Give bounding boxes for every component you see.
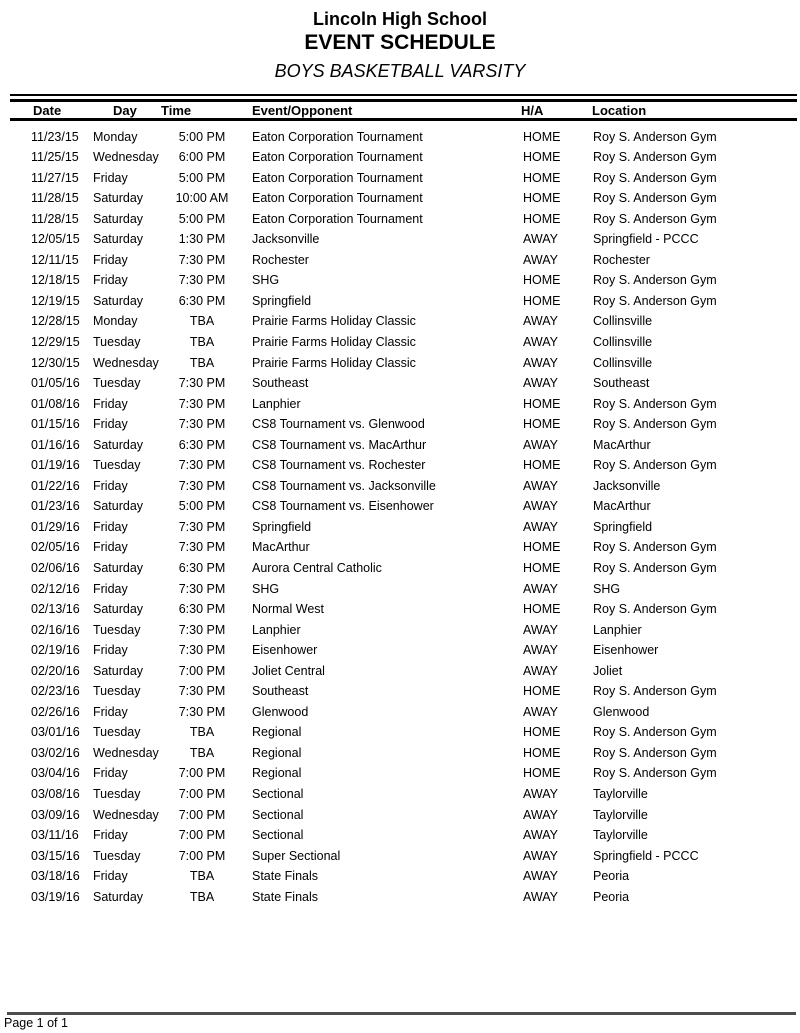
cell-location: Collinsville bbox=[593, 334, 653, 349]
column-header-location: Location bbox=[592, 103, 647, 118]
cell-day: Tuesday bbox=[93, 684, 141, 699]
cell-time: 7:30 PM bbox=[178, 581, 226, 596]
cell-time: 6:00 PM bbox=[178, 150, 226, 165]
cell-day: Wednesday bbox=[93, 355, 159, 370]
cell-date: 12/28/15 bbox=[31, 314, 80, 329]
table-row bbox=[0, 517, 800, 538]
cell-location: Jacksonville bbox=[593, 478, 661, 493]
cell-event: Lanphier bbox=[252, 622, 301, 637]
cell-day: Tuesday bbox=[93, 725, 141, 740]
cell-time: 6:30 PM bbox=[178, 602, 226, 617]
cell-location: Roy S. Anderson Gym bbox=[593, 766, 717, 781]
cell-location: Southeast bbox=[593, 376, 650, 391]
cell-date: 03/01/16 bbox=[31, 725, 80, 740]
cell-time: TBA bbox=[189, 725, 215, 740]
cell-time: 7:30 PM bbox=[178, 684, 226, 699]
cell-location: MacArthur bbox=[593, 499, 651, 514]
cell-time: 7:30 PM bbox=[178, 417, 226, 432]
cell-date: 03/08/16 bbox=[31, 787, 80, 801]
cell-location: Taylorville bbox=[593, 787, 648, 801]
cell-event: CS8 Tournament vs. Jacksonville bbox=[252, 478, 436, 493]
cell-location: Roy S. Anderson Gym bbox=[593, 560, 717, 575]
table-row bbox=[0, 394, 800, 415]
cell-time: 7:00 PM bbox=[178, 663, 226, 678]
table-row bbox=[0, 784, 800, 805]
cell-day: Tuesday bbox=[93, 458, 141, 473]
table-row bbox=[0, 702, 800, 723]
cell-time: 1:30 PM bbox=[178, 232, 226, 247]
header-rule-thin bbox=[10, 94, 797, 96]
cell-day: Friday bbox=[93, 766, 128, 781]
cell-date: 12/30/15 bbox=[31, 355, 80, 370]
cell-date: 11/28/15 bbox=[31, 191, 79, 206]
table-row bbox=[0, 414, 800, 435]
cell-date: 02/06/16 bbox=[31, 560, 80, 575]
cell-event: Sectional bbox=[252, 787, 304, 801]
header-rule-thick-top bbox=[10, 99, 797, 102]
cell-time: 7:30 PM bbox=[178, 704, 226, 719]
table-row bbox=[0, 599, 800, 620]
cell-time: TBA bbox=[189, 869, 215, 884]
cell-ha: AWAY bbox=[523, 581, 558, 596]
cell-location: Roy S. Anderson Gym bbox=[593, 191, 717, 206]
cell-time: 5:00 PM bbox=[178, 211, 226, 226]
cell-day: Saturday bbox=[93, 211, 144, 226]
cell-event: Joliet Central bbox=[252, 663, 325, 678]
cell-location: Springfield - PCCC bbox=[593, 848, 699, 863]
cell-ha: AWAY bbox=[523, 314, 558, 329]
cell-time: 7:30 PM bbox=[178, 458, 226, 473]
cell-day: Friday bbox=[93, 519, 128, 534]
cell-day: Friday bbox=[93, 170, 128, 185]
cell-day: Saturday bbox=[93, 191, 144, 206]
cell-date: 01/29/16 bbox=[31, 519, 80, 534]
cell-ha: AWAY bbox=[523, 334, 558, 349]
cell-time: 7:00 PM bbox=[178, 807, 226, 822]
cell-event: Sectional bbox=[252, 807, 304, 822]
table-row bbox=[0, 681, 800, 702]
table-row bbox=[0, 722, 800, 743]
cell-time: 7:00 PM bbox=[178, 766, 226, 781]
cell-location: Roy S. Anderson Gym bbox=[593, 150, 717, 165]
cell-date: 11/25/15 bbox=[31, 150, 79, 165]
cell-ha: HOME bbox=[523, 293, 561, 308]
column-header-event: Event/Opponent bbox=[252, 103, 353, 118]
cell-location: Eisenhower bbox=[593, 643, 659, 658]
cell-event: SHG bbox=[252, 581, 280, 596]
cell-date: 01/05/16 bbox=[31, 376, 80, 391]
table-row bbox=[0, 435, 800, 456]
cell-time: 7:30 PM bbox=[178, 540, 226, 555]
cell-event: Southeast bbox=[252, 376, 309, 391]
cell-time: TBA bbox=[189, 745, 215, 760]
table-row bbox=[0, 332, 800, 353]
table-row bbox=[0, 250, 800, 271]
cell-location: Roy S. Anderson Gym bbox=[593, 602, 717, 617]
column-header-ha: H/A bbox=[521, 103, 544, 118]
cell-time: 6:30 PM bbox=[178, 293, 226, 308]
cell-date: 02/16/16 bbox=[31, 622, 80, 637]
cell-location: Roy S. Anderson Gym bbox=[593, 273, 717, 288]
cell-day: Friday bbox=[93, 704, 128, 719]
cell-day: Saturday bbox=[93, 499, 144, 514]
cell-location: Roy S. Anderson Gym bbox=[593, 170, 717, 185]
cell-day: Friday bbox=[93, 581, 128, 596]
page-number-label: Page 1 of 1 bbox=[4, 1016, 68, 1030]
cell-location: Roy S. Anderson Gym bbox=[593, 458, 717, 473]
cell-day: Wednesday bbox=[93, 807, 159, 822]
table-row bbox=[0, 537, 800, 558]
cell-time: 7:30 PM bbox=[178, 643, 226, 658]
table-row bbox=[0, 353, 800, 374]
cell-day: Friday bbox=[93, 540, 128, 555]
cell-ha: HOME bbox=[523, 745, 561, 760]
cell-date: 01/19/16 bbox=[31, 458, 80, 473]
cell-time: 7:00 PM bbox=[178, 848, 226, 863]
cell-ha: HOME bbox=[523, 684, 561, 699]
cell-location: Peoria bbox=[593, 869, 630, 884]
cell-ha: AWAY bbox=[523, 787, 558, 801]
cell-day: Friday bbox=[93, 273, 128, 288]
cell-date: 12/05/15 bbox=[31, 232, 80, 247]
cell-location: Joliet bbox=[593, 663, 623, 678]
table-row bbox=[0, 373, 800, 394]
cell-date: 02/13/16 bbox=[31, 602, 80, 617]
cell-event: Lanphier bbox=[252, 396, 301, 411]
cell-time: TBA bbox=[189, 314, 215, 329]
table-row bbox=[0, 763, 800, 784]
cell-location: Roy S. Anderson Gym bbox=[593, 417, 717, 432]
cell-event: Southeast bbox=[252, 684, 309, 699]
cell-ha: HOME bbox=[523, 417, 561, 432]
cell-location: Roy S. Anderson Gym bbox=[593, 684, 717, 699]
cell-day: Saturday bbox=[93, 560, 144, 575]
cell-event: Eaton Corporation Tournament bbox=[252, 170, 423, 185]
cell-location: Springfield - PCCC bbox=[593, 232, 699, 247]
cell-ha: HOME bbox=[523, 211, 561, 226]
column-header-time: Time bbox=[161, 103, 192, 118]
cell-date: 02/19/16 bbox=[31, 643, 80, 658]
cell-day: Saturday bbox=[93, 232, 144, 247]
cell-date: 03/02/16 bbox=[31, 745, 80, 760]
cell-ha: HOME bbox=[523, 458, 561, 473]
cell-date: 03/15/16 bbox=[31, 848, 80, 863]
cell-date: 03/04/16 bbox=[31, 766, 80, 781]
cell-event: State Finals bbox=[252, 889, 319, 904]
cell-day: Wednesday bbox=[93, 745, 159, 760]
cell-day: Friday bbox=[93, 643, 128, 658]
cell-time: 7:00 PM bbox=[178, 828, 226, 843]
cell-location: SHG bbox=[593, 581, 621, 596]
cell-date: 12/11/15 bbox=[31, 252, 79, 267]
cell-ha: AWAY bbox=[523, 232, 558, 247]
cell-ha: HOME bbox=[523, 725, 561, 740]
cell-location: Peoria bbox=[593, 889, 630, 904]
cell-date: 02/12/16 bbox=[31, 581, 80, 596]
cell-day: Tuesday bbox=[93, 376, 141, 391]
cell-day: Saturday bbox=[93, 602, 144, 617]
cell-date: 11/23/15 bbox=[31, 129, 79, 144]
cell-time: TBA bbox=[189, 334, 215, 349]
cell-event: Regional bbox=[252, 766, 302, 781]
cell-date: 02/20/16 bbox=[31, 663, 80, 678]
cell-time: 7:30 PM bbox=[178, 252, 226, 267]
cell-day: Friday bbox=[93, 252, 128, 267]
cell-ha: HOME bbox=[523, 396, 561, 411]
cell-event: Eisenhower bbox=[252, 643, 318, 658]
cell-event: Springfield bbox=[252, 519, 312, 534]
cell-time: 6:30 PM bbox=[178, 437, 226, 452]
table-row bbox=[0, 825, 800, 846]
cell-location: MacArthur bbox=[593, 437, 651, 452]
cell-time: 7:30 PM bbox=[178, 273, 226, 288]
cell-event: Regional bbox=[252, 745, 302, 760]
cell-day: Tuesday bbox=[93, 848, 141, 863]
cell-event: Glenwood bbox=[252, 704, 309, 719]
cell-ha: AWAY bbox=[523, 376, 558, 391]
table-row bbox=[0, 147, 800, 168]
cell-event: CS8 Tournament vs. Eisenhower bbox=[252, 499, 434, 514]
table-row bbox=[0, 805, 800, 826]
cell-time: 5:00 PM bbox=[178, 499, 226, 514]
cell-event: CS8 Tournament vs. Rochester bbox=[252, 458, 426, 473]
table-column-headers bbox=[0, 103, 800, 119]
cell-event: Jacksonville bbox=[252, 232, 320, 247]
cell-event: State Finals bbox=[252, 869, 319, 884]
cell-event: Aurora Central Catholic bbox=[252, 560, 382, 575]
cell-date: 03/18/16 bbox=[31, 869, 80, 884]
cell-ha: AWAY bbox=[523, 848, 558, 863]
cell-time: 7:30 PM bbox=[178, 478, 226, 493]
cell-event: Super Sectional bbox=[252, 848, 341, 863]
cell-day: Friday bbox=[93, 478, 128, 493]
cell-time: 10:00 AM bbox=[175, 191, 229, 206]
table-row bbox=[0, 168, 800, 189]
cell-date: 03/09/16 bbox=[31, 807, 80, 822]
cell-date: 11/27/15 bbox=[31, 170, 79, 185]
cell-location: Glenwood bbox=[593, 704, 650, 719]
column-header-date: Date bbox=[33, 103, 62, 118]
footer-rule bbox=[7, 1012, 796, 1015]
cell-day: Tuesday bbox=[93, 334, 141, 349]
cell-ha: HOME bbox=[523, 766, 561, 781]
cell-day: Friday bbox=[93, 396, 128, 411]
cell-day: Tuesday bbox=[93, 622, 141, 637]
cell-ha: AWAY bbox=[523, 663, 558, 678]
table-row bbox=[0, 311, 800, 332]
cell-time: 6:30 PM bbox=[178, 560, 226, 575]
cell-location: Roy S. Anderson Gym bbox=[593, 745, 717, 760]
table-row bbox=[0, 209, 800, 230]
school-name-title: Lincoln High School bbox=[313, 9, 487, 29]
cell-date: 03/19/16 bbox=[31, 889, 80, 904]
cell-location: Springfield bbox=[593, 519, 653, 534]
cell-ha: AWAY bbox=[523, 622, 558, 637]
cell-date: 01/16/16 bbox=[31, 437, 80, 452]
table-row bbox=[0, 887, 800, 908]
cell-event: Eaton Corporation Tournament bbox=[252, 150, 423, 165]
cell-time: 7:00 PM bbox=[178, 787, 226, 801]
cell-time: TBA bbox=[189, 355, 215, 370]
cell-location: Roy S. Anderson Gym bbox=[593, 725, 717, 740]
cell-time: 5:00 PM bbox=[178, 170, 226, 185]
cell-ha: AWAY bbox=[523, 478, 558, 493]
cell-ha: AWAY bbox=[523, 889, 558, 904]
cell-ha: HOME bbox=[523, 273, 561, 288]
column-header-day: Day bbox=[113, 103, 137, 118]
cell-date: 01/23/16 bbox=[31, 499, 80, 514]
cell-location: Roy S. Anderson Gym bbox=[593, 211, 717, 226]
cell-location: Collinsville bbox=[593, 355, 653, 370]
table-row bbox=[0, 291, 800, 312]
cell-ha: AWAY bbox=[523, 437, 558, 452]
cell-ha: AWAY bbox=[523, 828, 558, 843]
cell-day: Monday bbox=[93, 314, 138, 329]
document-title: EVENT SCHEDULE bbox=[304, 31, 496, 54]
table-row bbox=[0, 229, 800, 250]
table-row bbox=[0, 743, 800, 764]
cell-event: Rochester bbox=[252, 252, 309, 267]
cell-event: Eaton Corporation Tournament bbox=[252, 129, 423, 144]
cell-event: Regional bbox=[252, 725, 302, 740]
table-row bbox=[0, 270, 800, 291]
cell-date: 01/22/16 bbox=[31, 478, 80, 493]
cell-event: Prairie Farms Holiday Classic bbox=[252, 334, 416, 349]
cell-location: Taylorville bbox=[593, 828, 648, 843]
cell-time: 7:30 PM bbox=[178, 396, 226, 411]
table-row bbox=[0, 661, 800, 682]
cell-day: Monday bbox=[93, 129, 138, 144]
cell-event: CS8 Tournament vs. Glenwood bbox=[252, 417, 425, 432]
cell-location: Roy S. Anderson Gym bbox=[593, 540, 717, 555]
table-row bbox=[0, 127, 800, 148]
cell-event: Eaton Corporation Tournament bbox=[252, 211, 423, 226]
cell-ha: AWAY bbox=[523, 499, 558, 514]
cell-day: Friday bbox=[93, 869, 128, 884]
cell-location: Taylorville bbox=[593, 807, 648, 822]
schedule-rows bbox=[0, 127, 800, 908]
cell-ha: HOME bbox=[523, 540, 561, 555]
cell-event: MacArthur bbox=[252, 540, 310, 555]
cell-day: Friday bbox=[93, 828, 128, 843]
cell-date: 12/18/15 bbox=[31, 273, 80, 288]
cell-ha: AWAY bbox=[523, 869, 558, 884]
cell-event: Springfield bbox=[252, 293, 312, 308]
cell-event: Sectional bbox=[252, 828, 304, 843]
cell-location: Rochester bbox=[593, 252, 650, 267]
cell-date: 02/05/16 bbox=[31, 540, 80, 555]
table-row bbox=[0, 455, 800, 476]
cell-event: CS8 Tournament vs. MacArthur bbox=[252, 437, 427, 452]
cell-ha: HOME bbox=[523, 560, 561, 575]
cell-event: Prairie Farms Holiday Classic bbox=[252, 314, 416, 329]
cell-ha: HOME bbox=[523, 170, 561, 185]
cell-time: TBA bbox=[189, 889, 215, 904]
table-row bbox=[0, 579, 800, 600]
cell-time: 7:30 PM bbox=[178, 519, 226, 534]
cell-event: Normal West bbox=[252, 602, 325, 617]
cell-date: 01/08/16 bbox=[31, 396, 80, 411]
cell-location: Roy S. Anderson Gym bbox=[593, 129, 717, 144]
table-row bbox=[0, 496, 800, 517]
cell-day: Saturday bbox=[93, 293, 144, 308]
cell-time: 5:00 PM bbox=[178, 129, 226, 144]
cell-ha: HOME bbox=[523, 602, 561, 617]
cell-location: Collinsville bbox=[593, 314, 653, 329]
cell-day: Saturday bbox=[93, 437, 144, 452]
cell-ha: HOME bbox=[523, 150, 561, 165]
cell-ha: AWAY bbox=[523, 519, 558, 534]
cell-ha: AWAY bbox=[523, 355, 558, 370]
table-row bbox=[0, 640, 800, 661]
cell-ha: HOME bbox=[523, 129, 561, 144]
cell-event: SHG bbox=[252, 273, 280, 288]
cell-ha: HOME bbox=[523, 191, 561, 206]
cell-location: Lanphier bbox=[593, 622, 642, 637]
cell-ha: AWAY bbox=[523, 643, 558, 658]
cell-time: 7:30 PM bbox=[178, 376, 226, 391]
table-row bbox=[0, 846, 800, 867]
cell-date: 02/26/16 bbox=[31, 704, 80, 719]
cell-location: Roy S. Anderson Gym bbox=[593, 293, 717, 308]
table-row bbox=[0, 476, 800, 497]
header-rule-bottom bbox=[10, 118, 797, 121]
cell-location: Roy S. Anderson Gym bbox=[593, 396, 717, 411]
cell-event: Eaton Corporation Tournament bbox=[252, 191, 423, 206]
table-row bbox=[0, 866, 800, 887]
table-row bbox=[0, 188, 800, 209]
cell-day: Tuesday bbox=[93, 787, 141, 801]
cell-event: Prairie Farms Holiday Classic bbox=[252, 355, 416, 370]
cell-day: Wednesday bbox=[93, 150, 159, 165]
cell-date: 11/28/15 bbox=[31, 211, 79, 226]
cell-time: 7:30 PM bbox=[178, 622, 226, 637]
cell-day: Saturday bbox=[93, 889, 144, 904]
table-row bbox=[0, 558, 800, 579]
cell-date: 02/23/16 bbox=[31, 684, 80, 699]
cell-date: 12/29/15 bbox=[31, 334, 80, 349]
cell-ha: AWAY bbox=[523, 807, 558, 822]
cell-day: Friday bbox=[93, 417, 128, 432]
cell-day: Saturday bbox=[93, 663, 144, 678]
team-subtitle: BOYS BASKETBALL VARSITY bbox=[274, 61, 526, 81]
cell-ha: AWAY bbox=[523, 704, 558, 719]
cell-ha: AWAY bbox=[523, 252, 558, 267]
cell-date: 12/19/15 bbox=[31, 293, 80, 308]
cell-date: 03/11/16 bbox=[31, 828, 79, 843]
cell-date: 01/15/16 bbox=[31, 417, 80, 432]
table-row bbox=[0, 620, 800, 641]
